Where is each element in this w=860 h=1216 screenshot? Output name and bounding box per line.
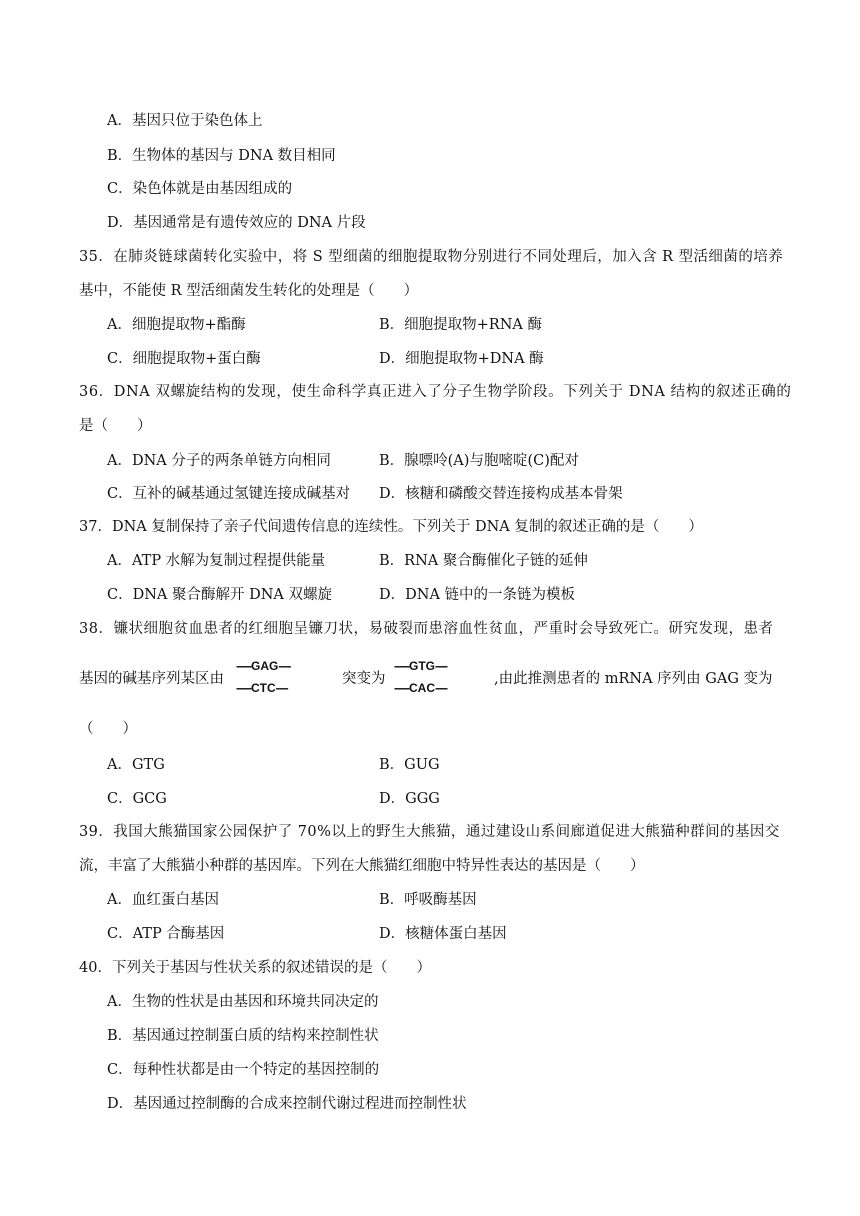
q35-option-d: D．细胞提取物+DNA 酶 bbox=[379, 351, 544, 367]
q35-option-b: B．细胞提取物+RNA 酶 bbox=[379, 317, 542, 333]
q39-option-b: B．呼吸酶基因 bbox=[379, 892, 477, 908]
q36-stem-line1: 36．DNA 双螺旋结构的发现，使生命科学真正进入了分子生物学阶段。下列关于 DNA 结构的叙述正确的 bbox=[79, 384, 792, 400]
q38-stem-line1: 38．镰状细胞贫血患者的红细胞呈镰刀状，易破裂而患溶血性贫血，严重时会导致死亡。研究发现，患者 bbox=[79, 621, 774, 637]
q34-option-b: B．生物体的基因与 DNA 数目相同 bbox=[107, 148, 336, 164]
q39-stem-line2: 流，丰富了大熊猫小种群的基因库。下列在大熊猫红细胞中特异性表达的基因是（ ） bbox=[79, 858, 645, 874]
q38-option-c: C．GCG bbox=[107, 791, 167, 807]
q40-option-b: B．基因通过控制蛋白质的结构来控制性状 bbox=[107, 1028, 379, 1044]
q35-stem-line1: 35．在肺炎链球菌转化实验中，将 S 型细菌的细胞提取物分别进行不同处理后，加入含 R 型活细菌的培养 bbox=[79, 249, 784, 265]
q36-stem-line2: 是（ ） bbox=[79, 418, 152, 434]
q39-option-c: C．ATP 合酶基因 bbox=[107, 926, 225, 942]
q34-option-a: A．基因只位于染色体上 bbox=[107, 113, 263, 129]
normal-sequence-top-strand: -----GAG---- bbox=[236, 659, 291, 673]
normal-sequence-bottom-strand: -----CTC---- bbox=[236, 681, 288, 695]
q36-option-a: A．DNA 分子的两条单链方向相同 bbox=[107, 453, 331, 469]
q37-option-d: D．DNA 链中的一条链为模板 bbox=[379, 587, 576, 603]
q37-option-a: A．ATP 水解为复制过程提供能量 bbox=[107, 553, 326, 569]
q34-option-c: C．染色体就是由基因组成的 bbox=[107, 181, 293, 197]
q35-option-c: C．细胞提取物+蛋白酶 bbox=[107, 351, 261, 367]
q38-option-a: A．GTG bbox=[107, 757, 165, 773]
q34-option-d: D．基因通常是有遗传效应的 DNA 片段 bbox=[107, 215, 366, 231]
q40-option-d: D．基因通过控制酶的合成来控制代谢过程进而控制性状 bbox=[107, 1096, 467, 1112]
mutant-sequence-top-strand: -----GTG---- bbox=[394, 659, 447, 673]
q37-stem-line1: 37．DNA 复制保持了亲子代间遗传信息的连续性。下列关于 DNA 复制的叙述正确的是（ ） bbox=[79, 519, 703, 535]
q38-stem-line2-part2: 突变为 bbox=[342, 671, 386, 687]
q36-option-c: C．互补的碱基通过氢键连接成碱基对 bbox=[107, 486, 351, 502]
q40-option-a: A．生物的性状是由基因和环境共同决定的 bbox=[107, 994, 379, 1010]
q35-option-a: A．细胞提取物+酯酶 bbox=[107, 317, 246, 333]
q38-option-b: B．GUG bbox=[379, 757, 440, 773]
q40-option-c: C．每种性状都是由一个特定的基因控制的 bbox=[107, 1062, 380, 1078]
q36-option-d: D．核糖和磷酸交替连接构成基本骨架 bbox=[379, 486, 623, 502]
q36-option-b: B．腺嘌呤(A)与胞嘧啶(C)配对 bbox=[379, 453, 579, 469]
q38-stem-line3: （ ） bbox=[79, 721, 137, 737]
q40-stem-line1: 40．下列关于基因与性状关系的叙述错误的是（ ） bbox=[79, 960, 431, 976]
q39-stem-line1: 39．我国大熊猫国家公园保护了 70%以上的野生大熊猫，通过建设山系间廊道促进大熊猫种群间的基因交 bbox=[79, 824, 780, 840]
q37-option-b: B．RNA 聚合酶催化子链的延伸 bbox=[379, 553, 588, 569]
q37-option-c: C．DNA 聚合酶解开 DNA 双螺旋 bbox=[107, 587, 332, 603]
q39-option-a: A．血红蛋白基因 bbox=[107, 892, 219, 908]
q35-stem-line2: 基中，不能使 R 型活细菌发生转化的处理是（ ） bbox=[79, 283, 419, 299]
q39-option-d: D．核糖体蛋白基因 bbox=[379, 926, 507, 942]
q38-stem-line2-part3: ,由此推测患者的 mRNA 序列由 GAG 变为 bbox=[494, 671, 773, 687]
q38-option-d: D．GGG bbox=[379, 791, 440, 807]
q38-stem-line2-part1: 基因的碱基序列某区由 bbox=[79, 671, 224, 687]
mutant-sequence-bottom-strand: -----CAC---- bbox=[394, 681, 447, 695]
